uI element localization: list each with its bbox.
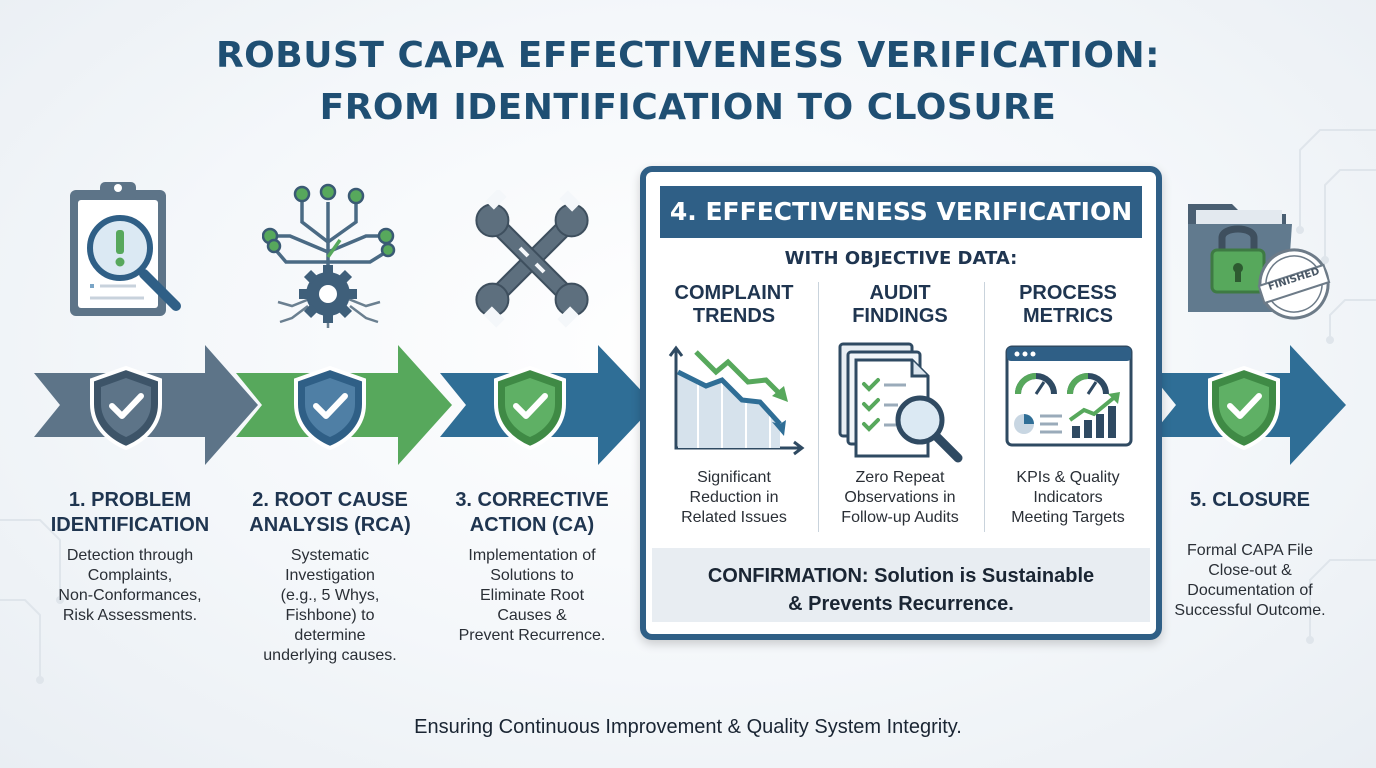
step-2-title: 2. ROOT CAUSE ANALYSIS (RCA)	[249, 489, 411, 536]
metric-audit-findings-description: Zero Repeat Observations in Follow-up Audits	[841, 469, 959, 526]
verification-header: 4. EFFECTIVENESS VERIFICATION	[660, 186, 1142, 238]
verification-subheader: WITH OBJECTIVE DATA:	[784, 248, 1018, 269]
checklist-magnifier-icon	[836, 340, 976, 470]
step-2-description: Systematic Investigation (e.g., 5 Whys, Fishbone) to determine underlying causes.	[263, 547, 397, 664]
confirmation-banner: CONFIRMATION: Solution is Sustainable & Prevents Recurrence.	[652, 548, 1150, 622]
step-5-description: Formal CAPA File Close-out & Documentation of Successful Outcome.	[1174, 542, 1326, 619]
metric-process-metrics-description: KPIs & Quality Indicators Meeting Targets	[1011, 469, 1125, 526]
gear-tree-icon	[262, 182, 402, 332]
step-3-title: 3. CORRECTIVE ACTION (CA)	[455, 489, 609, 536]
title-line-1: ROBUST CAPA EFFECTIVENESS VERIFICATION:	[215, 35, 1161, 76]
metric-title: PROCESS METRICS	[1019, 282, 1117, 327]
step-1-description: Detection through Complaints, Non-Conformances, Risk Assessments.	[58, 547, 202, 624]
declining-chart-icon	[666, 344, 806, 464]
metric-title: COMPLAINT TRENDS	[674, 282, 794, 327]
metric-complaint-trends-description: Significant Reduction in Related Issues	[681, 469, 787, 526]
step-1-title: 1. PROBLEM IDENTIFICATION	[50, 489, 210, 536]
clipboard-magnifier-icon	[64, 178, 189, 328]
footer-tagline: Ensuring Continuous Improvement & Quality System Integrity.	[414, 716, 962, 738]
step-3-description: Implementation of Solutions to Eliminate Root Causes & Prevent Recurrence.	[458, 547, 606, 644]
finished-stamp-label: FINISHED	[1266, 266, 1322, 293]
locked-folder-icon	[1182, 190, 1332, 320]
metric-title: AUDIT FINDINGS	[852, 282, 948, 327]
crossed-wrenches-icon	[462, 190, 602, 330]
title-line-2: FROM IDENTIFICATION TO CLOSURE	[319, 87, 1057, 128]
effectiveness-verification-panel	[640, 166, 1162, 640]
dashboard-gauges-icon	[1004, 344, 1134, 448]
step-5-title: 5. CLOSURE	[1189, 489, 1311, 511]
